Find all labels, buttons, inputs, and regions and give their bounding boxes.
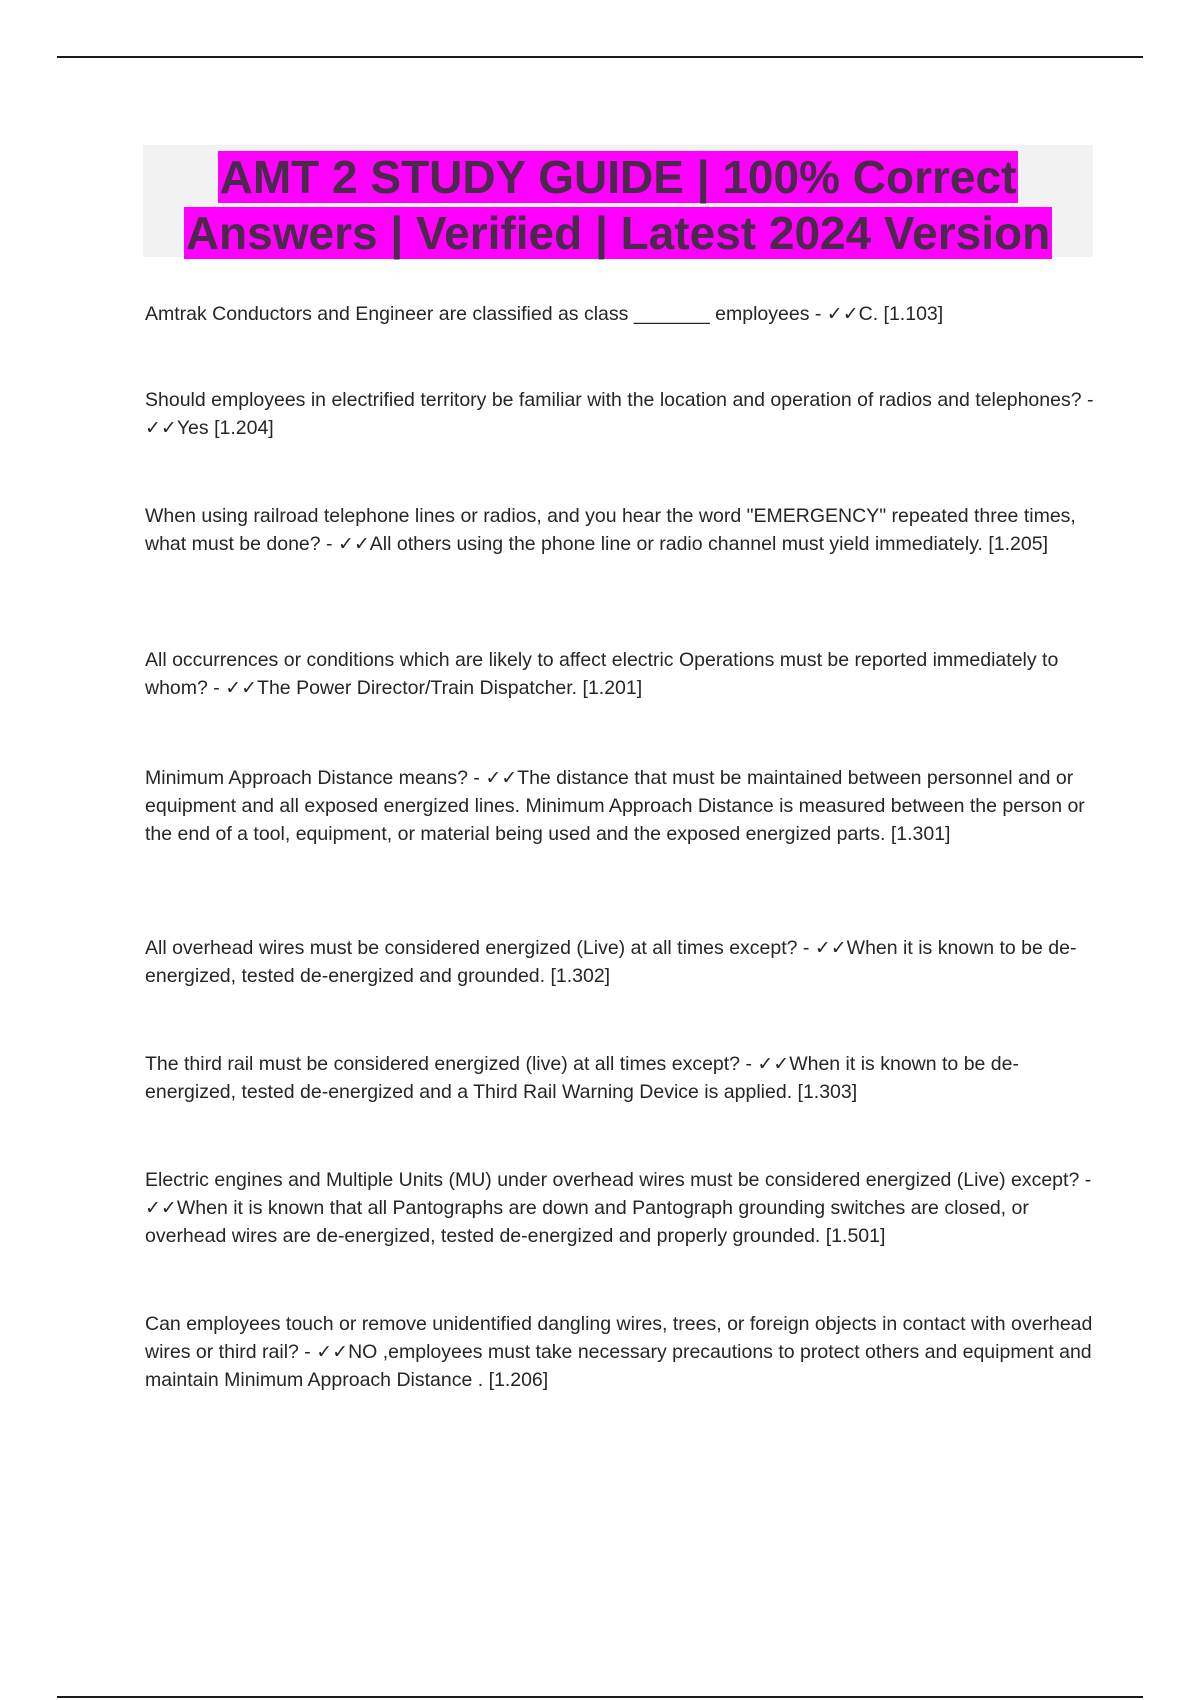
bottom-divider (57, 1696, 1143, 1698)
qa-item-6 (145, 934, 1095, 990)
answer: When it is known that all Pantographs are down and Pantograph grounding switches are closed, or overhead wires are de-energized, tested de-energized and properly grounded. [1.501] (145, 1197, 1029, 1247)
double-check-icon: ✓✓ (485, 767, 518, 789)
double-check-icon: ✓✓ (225, 677, 258, 699)
qa-item-1 (145, 300, 1095, 328)
qa-item-2 (145, 386, 1095, 442)
qa-item-8 (145, 1166, 1095, 1250)
answer: C. [1.103] (858, 303, 944, 325)
top-divider (57, 56, 1143, 58)
answer: NO ,employees must take necessary precautions to protect others and equipment and maintain Minimum Approach Distance . [1.206] (145, 1341, 1092, 1391)
double-check-icon: ✓✓ (337, 533, 370, 555)
question: Electric engines and Multiple Units (MU) under overhead wires must be considered energized (Live) except? - (145, 1169, 1092, 1191)
answer: Yes [1.204] (176, 417, 274, 439)
qa-item-3 (145, 502, 1095, 558)
qa-item-9 (145, 1310, 1095, 1394)
answer: When it is known to be de-energized, tested de-energized and a Third Rail Warning Device is applied. [1.303] (145, 1053, 1019, 1103)
double-check-icon: ✓✓ (757, 1053, 790, 1075)
answer: All others using the phone line or radio channel must yield immediately. [1.205] (369, 533, 1048, 555)
double-check-icon: ✓✓ (814, 937, 847, 959)
document-title (143, 145, 1093, 257)
qa-item-4 (145, 646, 1095, 702)
double-check-icon: ✓✓ (826, 303, 859, 325)
answer: The Power Director/Train Dispatcher. [1.201] (257, 677, 643, 699)
double-check-icon: ✓✓ (145, 1197, 177, 1219)
double-check-icon: ✓✓ (316, 1341, 349, 1363)
question: All occurrences or conditions which are likely to affect electric Operations must be reported immediately to whom? - (145, 649, 1059, 699)
title-line-1: AMT 2 STUDY GUIDE | 100% Correct (219, 151, 1017, 203)
question: When using railroad telephone lines or radios, and you hear the word "EMERGENCY" repeated three times, what must be done? - (145, 505, 1076, 555)
answer: When it is known to be de-energized, tested de-energized and grounded. [1.302] (145, 937, 1077, 987)
qa-item-7 (145, 1050, 1095, 1106)
answer: The distance that must be maintained between personnel and or equipment and all exposed energized lines. Minimum Approach Distance is measured between the person or the end of a tool, equipment, or material being used and the exposed energized parts. [1.301] (145, 767, 1085, 845)
question: All overhead wires must be considered energized (Live) at all times except? - (145, 937, 815, 959)
qa-item-5 (145, 764, 1095, 848)
question: The third rail must be considered energized (live) at all times except? - (145, 1053, 758, 1075)
title-line-2: Answers | Verified | Latest 2024 Version (185, 207, 1051, 259)
question: Should employees in electrified territory be familiar with the location and operation of radios and telephones? - (145, 389, 1094, 411)
question: Amtrak Conductors and Engineer are classified as class _______ employees - (145, 303, 827, 325)
question: Minimum Approach Distance means? - (145, 767, 486, 789)
double-check-icon: ✓✓ (145, 417, 177, 439)
question: Can employees touch or remove unidentified dangling wires, trees, or foreign objects in contact with overhead wires or third rail? - (145, 1313, 1093, 1363)
